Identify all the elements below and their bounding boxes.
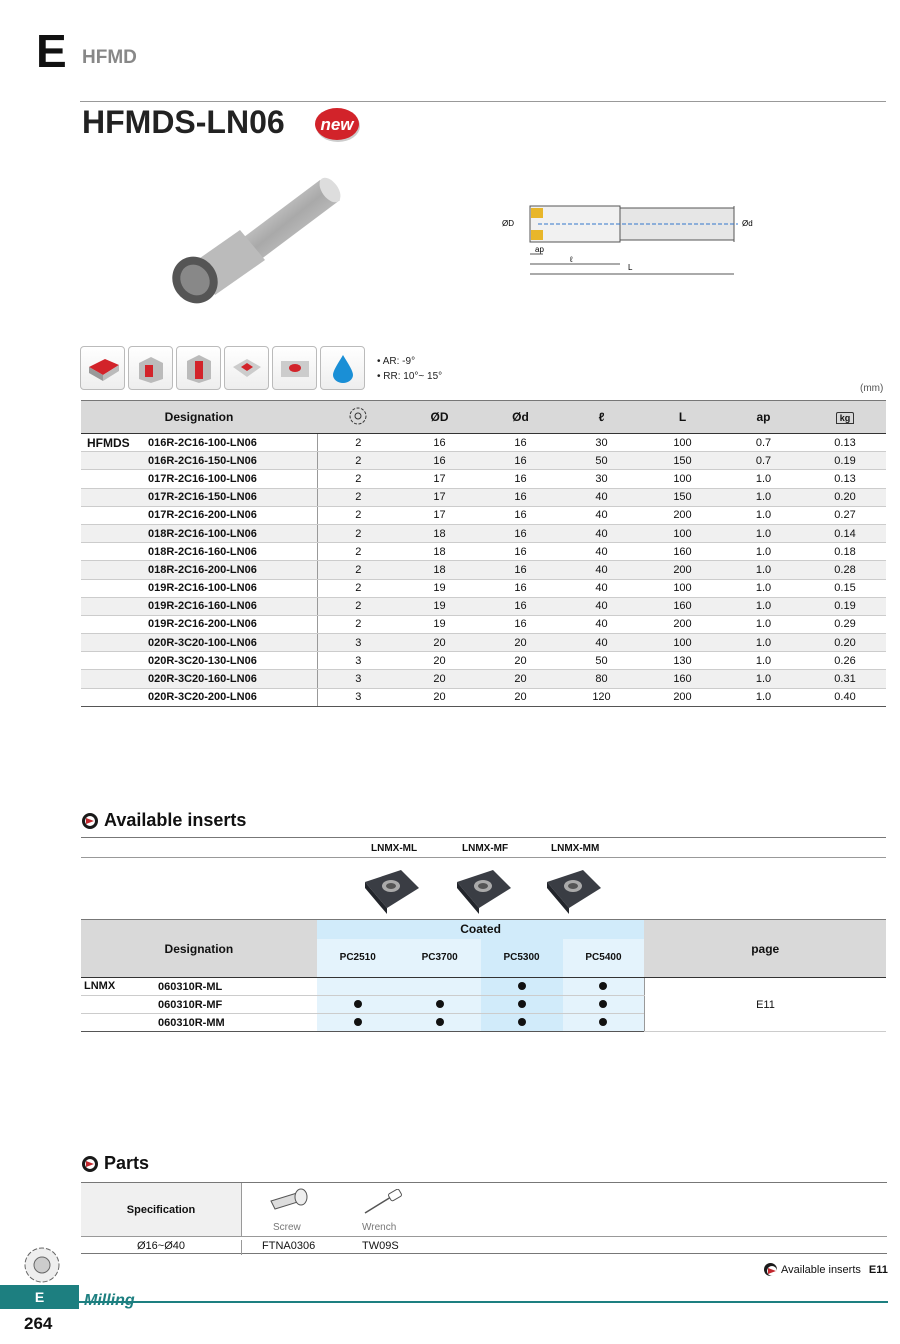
value-cell: 20 [399, 652, 480, 670]
value-cell: 1.0 [723, 524, 804, 542]
value-cell: 1.0 [723, 506, 804, 524]
table-row [81, 488, 886, 506]
insert-code-cell [81, 1014, 317, 1032]
wrench-code: TW09S [362, 1240, 399, 1252]
value-cell: 40 [561, 634, 642, 652]
cutter-thumbnail [22, 1245, 62, 1285]
designation-cell: 020R-3C20-160-LN06 [81, 670, 317, 688]
grade-availability-cell [399, 996, 481, 1014]
insert-family-label: LNMX [84, 980, 116, 992]
table-row [81, 543, 886, 561]
value-cell: 150 [642, 452, 723, 470]
value-cell: 16 [480, 543, 561, 561]
value-cell: 0.19 [804, 452, 886, 470]
designation-cell: 019R-2C16-160-LN06 [81, 597, 317, 615]
value-cell: 40 [561, 615, 642, 633]
value-cell: 3 [317, 634, 399, 652]
available-dot-icon [599, 1000, 607, 1008]
designation-cell: 016R-2C16-150-LN06 [81, 452, 317, 470]
shoulder-icon [128, 346, 173, 390]
label-ap: ap [535, 245, 544, 254]
designation-cell: 018R-2C16-160-LN06 [81, 543, 317, 561]
value-cell: 1.0 [723, 579, 804, 597]
value-cell: 0.13 [804, 434, 886, 452]
grade-availability-cell [563, 1014, 645, 1032]
new-badge [313, 104, 361, 144]
designation-cell: 019R-2C16-200-LN06 [81, 615, 317, 633]
value-cell: 20 [399, 670, 480, 688]
table-row [81, 470, 886, 488]
hole-icon [272, 346, 317, 390]
value-cell: 50 [561, 452, 642, 470]
parts-heading [82, 1153, 149, 1174]
value-cell: 1.0 [723, 652, 804, 670]
parts-data-row [81, 1236, 887, 1254]
footer-ref-text: Available inserts [781, 1263, 861, 1276]
value-cell: 16 [480, 524, 561, 542]
value-cell: 16 [480, 597, 561, 615]
value-cell: 0.26 [804, 652, 886, 670]
value-cell: 40 [561, 579, 642, 597]
insert-code-cell [81, 978, 317, 996]
parts-range: Ø16~Ø40 [81, 1240, 242, 1255]
value-cell: 16 [480, 506, 561, 524]
value-cell: 2 [317, 506, 399, 524]
value-cell: 1.0 [723, 470, 804, 488]
col-l: ℓ [561, 401, 642, 434]
grade-availability-cell [481, 996, 563, 1014]
parts-title: Parts [104, 1153, 150, 1173]
label-l-big: L [628, 263, 633, 272]
grade-header: PC2510 [317, 939, 399, 978]
value-cell: 16 [480, 434, 561, 452]
designation-cell: 017R-2C16-100-LN06 [81, 470, 317, 488]
insert-name-mf: LNMX-MF [462, 843, 509, 854]
title-rule [80, 101, 886, 102]
designation-cell: 020R-3C20-200-LN06 [81, 688, 317, 706]
insert-name-mm: LNMX-MM [551, 843, 600, 854]
wrench-icon [361, 1189, 405, 1217]
table-row [81, 597, 886, 615]
page-number: 264 [24, 1314, 53, 1333]
screw-icon [267, 1187, 311, 1215]
value-cell: 3 [317, 652, 399, 670]
value-cell: 0.18 [804, 543, 886, 561]
table-row [81, 670, 886, 688]
insert-names-row [81, 840, 886, 858]
note-ar: • AR: -9° [377, 356, 416, 367]
value-cell: 0.19 [804, 597, 886, 615]
value-cell: 130 [642, 652, 723, 670]
value-cell: 80 [561, 670, 642, 688]
col-ap: ap [723, 401, 804, 434]
value-cell: 2 [317, 434, 399, 452]
value-cell: 200 [642, 561, 723, 579]
designation-cell: 020R-3C20-130-LN06 [81, 652, 317, 670]
available-dot-icon [436, 1000, 444, 1008]
value-cell: 200 [642, 688, 723, 706]
value-cell: 17 [399, 506, 480, 524]
table-row [81, 579, 886, 597]
arrow-circle-icon [82, 1156, 98, 1172]
value-cell: 160 [642, 597, 723, 615]
grade-header: PC3700 [399, 939, 481, 978]
value-cell: 200 [642, 506, 723, 524]
available-dot-icon [518, 1018, 526, 1026]
available-dot-icon [436, 1018, 444, 1026]
value-cell: 2 [317, 561, 399, 579]
value-cell: 17 [399, 470, 480, 488]
col-L: L [642, 401, 723, 434]
value-cell: 16 [399, 434, 480, 452]
new-badge-text: new [320, 115, 354, 134]
value-cell: 17 [399, 488, 480, 506]
value-cell: 1.0 [723, 615, 804, 633]
insert-image-mf [453, 864, 515, 916]
table-row [81, 652, 886, 670]
value-cell: 2 [317, 488, 399, 506]
value-cell: 40 [561, 506, 642, 524]
ins-col-page: page [644, 920, 886, 978]
value-cell: 2 [317, 452, 399, 470]
value-cell: 19 [399, 615, 480, 633]
value-cell: 1.0 [723, 561, 804, 579]
footer-stripe [79, 1301, 888, 1303]
available-dot-icon [354, 1000, 362, 1008]
value-cell: 30 [561, 434, 642, 452]
value-cell: 40 [561, 597, 642, 615]
table-row [81, 452, 886, 470]
grade-availability-cell [399, 978, 481, 996]
value-cell: 16 [480, 452, 561, 470]
insert-name-ml: LNMX-ML [371, 843, 418, 854]
label-od-small: Ød [742, 219, 753, 228]
available-dot-icon [354, 1018, 362, 1026]
grade-availability-cell [317, 996, 399, 1014]
value-cell: 100 [642, 579, 723, 597]
value-cell: 0.7 [723, 452, 804, 470]
ins-col-designation: Designation [81, 920, 317, 978]
designation-cell: 018R-2C16-200-LN06 [81, 561, 317, 579]
value-cell: 160 [642, 543, 723, 561]
value-cell: 30 [561, 470, 642, 488]
inserts-title: Available inserts [104, 810, 247, 830]
value-cell: 18 [399, 543, 480, 561]
value-cell: 0.14 [804, 524, 886, 542]
value-cell: 1.0 [723, 543, 804, 561]
col-D: ØD [399, 401, 480, 434]
pocket-icon [224, 346, 269, 390]
page-ref-cell[interactable]: E11 [644, 978, 886, 1032]
designation-cell: 019R-2C16-100-LN06 [81, 579, 317, 597]
table-row [81, 978, 886, 996]
value-cell: 20 [480, 670, 561, 688]
value-cell: 1.0 [723, 688, 804, 706]
screw-label: Screw [273, 1222, 301, 1233]
value-cell: 16 [399, 452, 480, 470]
value-cell: 16 [480, 470, 561, 488]
value-cell: 0.29 [804, 615, 886, 633]
value-cell: 2 [317, 543, 399, 561]
product-title: HFMDS-LN06 [82, 104, 285, 140]
value-cell: 120 [561, 688, 642, 706]
value-cell: 100 [642, 524, 723, 542]
value-cell: 19 [399, 597, 480, 615]
teeth-icon [348, 415, 368, 429]
value-cell: 0.7 [723, 434, 804, 452]
insert-code: 060310R-ML [158, 980, 223, 993]
value-cell: 150 [642, 488, 723, 506]
section-name: HFMD [82, 47, 137, 68]
label-od-big: ØD [502, 219, 514, 228]
insert-code: 060310R-MM [158, 1016, 225, 1029]
coolant-icon [320, 346, 365, 390]
table-row [81, 615, 886, 633]
value-cell: 200 [642, 615, 723, 633]
grade-availability-cell [563, 996, 645, 1014]
insert-image-ml [361, 864, 423, 916]
value-cell: 3 [317, 670, 399, 688]
grade-availability-cell [317, 1014, 399, 1032]
value-cell: 18 [399, 524, 480, 542]
family-label: HFMDS [87, 436, 130, 450]
value-cell: 2 [317, 615, 399, 633]
value-cell: 1.0 [723, 488, 804, 506]
value-cell: 40 [561, 543, 642, 561]
designation-cell: 017R-2C16-200-LN06 [81, 506, 317, 524]
available-dot-icon [599, 982, 607, 990]
note-rr: • RR: 10°~ 15° [377, 371, 443, 382]
value-cell: 0.40 [804, 688, 886, 706]
value-cell: 0.31 [804, 670, 886, 688]
value-cell: 100 [642, 434, 723, 452]
value-cell: 0.28 [804, 561, 886, 579]
col-teeth [317, 401, 399, 434]
available-dot-icon [599, 1018, 607, 1026]
value-cell: 100 [642, 634, 723, 652]
block-machining-icon [80, 346, 125, 390]
wrench-label: Wrench [362, 1222, 397, 1233]
designation-cell: 020R-3C20-100-LN06 [81, 634, 317, 652]
table-row [81, 561, 886, 579]
grade-header: PC5300 [481, 939, 563, 978]
value-cell: 50 [561, 652, 642, 670]
insert-grade-table [81, 919, 886, 1032]
col-weight [804, 401, 886, 434]
value-cell: 40 [561, 488, 642, 506]
value-cell: 20 [480, 688, 561, 706]
tool-photo [150, 170, 350, 315]
col-d: Ød [480, 401, 561, 434]
insert-code: 060310R-MF [158, 998, 223, 1011]
parts-spec-label: Specification [81, 1183, 242, 1236]
value-cell: 2 [317, 524, 399, 542]
parts-table [81, 1182, 887, 1254]
grade-availability-cell [563, 978, 645, 996]
value-cell: 18 [399, 561, 480, 579]
grade-availability-cell [317, 978, 399, 996]
footer-ref-page: E11 [868, 1263, 888, 1276]
grade-header: PC5400 [563, 939, 645, 978]
value-cell: 2 [317, 597, 399, 615]
value-cell: 0.15 [804, 579, 886, 597]
value-cell: 20 [399, 688, 480, 706]
designation-code: 016R-2C16-100-LN06 [148, 436, 257, 449]
value-cell: 2 [317, 470, 399, 488]
value-cell: 16 [480, 561, 561, 579]
table-row [81, 434, 886, 452]
footer-insert-ref[interactable] [764, 1263, 888, 1276]
value-cell: 100 [642, 470, 723, 488]
value-cell: 0.20 [804, 634, 886, 652]
angle-notes [377, 354, 442, 384]
designation-cell [81, 434, 317, 452]
value-cell: 160 [642, 670, 723, 688]
value-cell: 3 [317, 688, 399, 706]
section-tab: E [0, 1285, 79, 1309]
col-designation: Designation [81, 401, 317, 434]
cutter-spec-table [81, 400, 886, 707]
inserts-heading [82, 810, 246, 831]
label-l-small: ℓ [570, 255, 573, 264]
value-cell: 20 [480, 652, 561, 670]
ins-col-coated: Coated [317, 920, 645, 939]
value-cell: 19 [399, 579, 480, 597]
table-row [81, 688, 886, 706]
value-cell: 20 [399, 634, 480, 652]
value-cell: 40 [561, 524, 642, 542]
application-icons [80, 346, 365, 390]
table-row [81, 506, 886, 524]
value-cell: 16 [480, 579, 561, 597]
value-cell: 0.20 [804, 488, 886, 506]
table-row [81, 524, 886, 542]
value-cell: 40 [561, 561, 642, 579]
tool-drawing [498, 188, 770, 284]
value-cell: 16 [480, 615, 561, 633]
category-label: Milling [84, 1292, 135, 1309]
table-row [81, 634, 886, 652]
insert-images [81, 837, 886, 919]
section-letter: E [36, 25, 67, 77]
value-cell: 1.0 [723, 597, 804, 615]
grade-availability-cell [481, 1014, 563, 1032]
value-cell: 20 [480, 634, 561, 652]
designation-cell: 017R-2C16-150-LN06 [81, 488, 317, 506]
unit-label: (mm) [860, 383, 884, 394]
value-cell: 0.27 [804, 506, 886, 524]
available-dot-icon [518, 982, 526, 990]
insert-code-cell [81, 996, 317, 1014]
slot-icon [176, 346, 221, 390]
arrow-circle-icon [764, 1263, 777, 1276]
value-cell: 1.0 [723, 634, 804, 652]
insert-image-mm [543, 864, 605, 916]
arrow-circle-icon [82, 813, 98, 829]
value-cell: 1.0 [723, 670, 804, 688]
available-dot-icon [518, 1000, 526, 1008]
designation-cell: 018R-2C16-100-LN06 [81, 524, 317, 542]
weight-icon: kg [836, 412, 855, 424]
grade-availability-cell [399, 1014, 481, 1032]
value-cell: 2 [317, 579, 399, 597]
grade-availability-cell [481, 978, 563, 996]
value-cell: 16 [480, 488, 561, 506]
screw-code: FTNA0306 [262, 1240, 316, 1252]
value-cell: 0.13 [804, 470, 886, 488]
